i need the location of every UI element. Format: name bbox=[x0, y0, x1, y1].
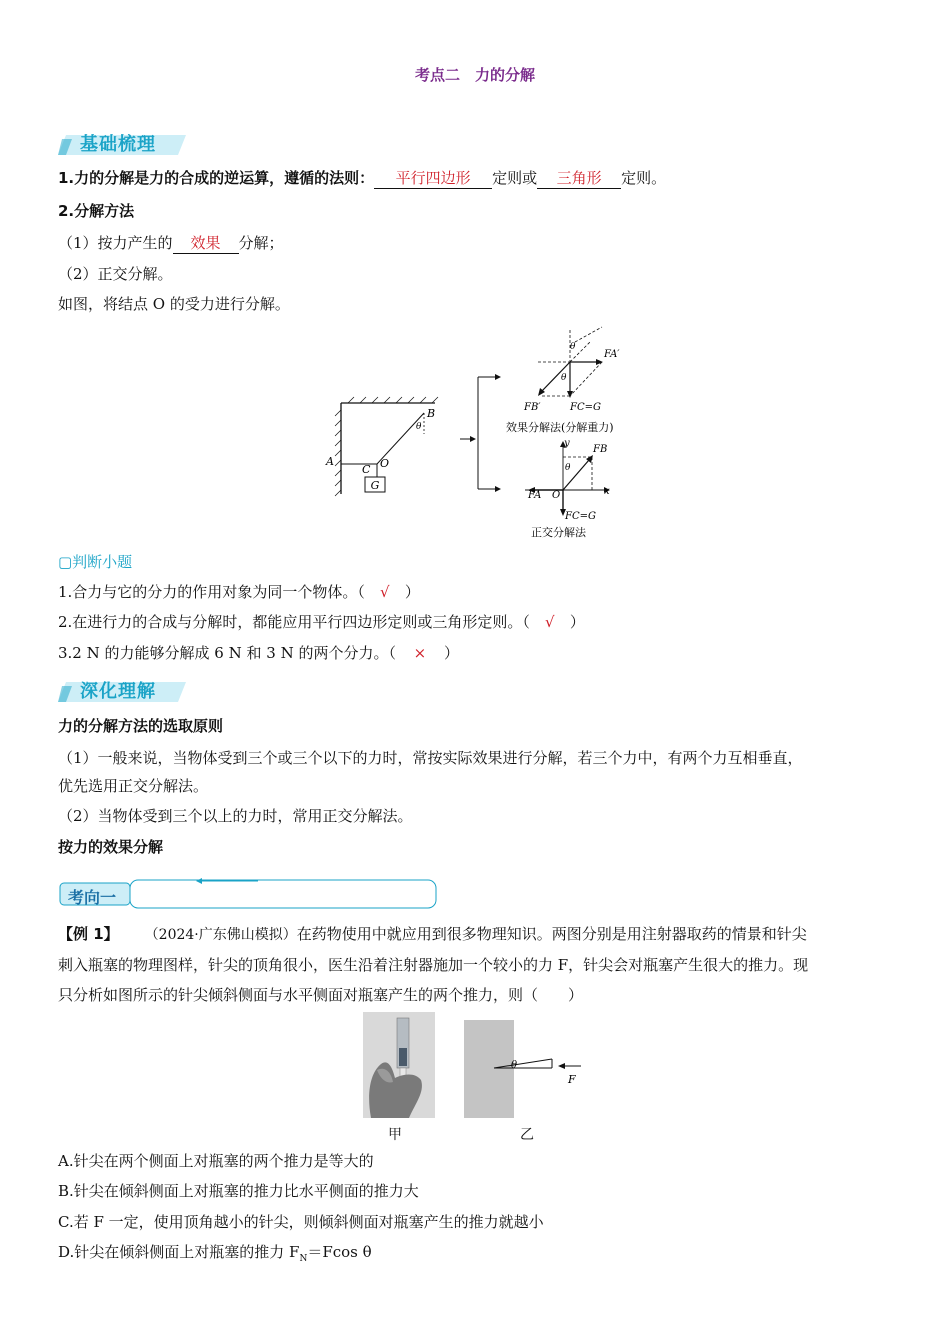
answer-blank-effect: 效果 bbox=[173, 233, 239, 254]
label-FB: FB bbox=[593, 444, 608, 455]
option-b[interactable]: B.针尖在倾斜侧面上对瓶塞的推力比水平侧面的推力大 bbox=[58, 1182, 419, 1200]
label-theta: θ bbox=[416, 422, 422, 432]
label-FA: FA bbox=[528, 490, 542, 501]
rule-line bbox=[58, 168, 666, 189]
label-O-bottom: O bbox=[552, 490, 561, 501]
judge-heading: ▢判断小题 bbox=[58, 553, 133, 571]
needle-F: F bbox=[568, 1073, 576, 1086]
judge-q3-text: 3.2 N 的力能够分解成 6 N 和 3 N 的两个分力。（ bbox=[58, 644, 396, 662]
tag-text: 考向一 bbox=[68, 888, 117, 907]
label-G: G bbox=[370, 479, 380, 492]
label-A: A bbox=[326, 455, 334, 468]
method-effect-suffix: 分解； bbox=[238, 234, 284, 252]
judge-q1 bbox=[58, 582, 420, 602]
caption-effect-method: 效果分解法(分解重力) bbox=[506, 421, 614, 434]
principle-p1-line2: 优先选用正交分解法。 bbox=[58, 777, 209, 795]
judge-q2-text: 2.在进行力的合成与分解时，都能应用平行四边形定则或三角形定则。（ bbox=[58, 613, 530, 631]
label-x: x bbox=[604, 486, 610, 497]
judge-q2 bbox=[58, 612, 585, 632]
option-d-prefix: D.针尖在倾斜侧面上对瓶塞的推力 F bbox=[58, 1243, 300, 1261]
judge-q1-mark: √ bbox=[380, 583, 390, 601]
judge-q2-close: ） bbox=[569, 613, 585, 631]
example-label: 【例 1】 bbox=[58, 925, 119, 943]
figure-caption-jia: 甲 bbox=[388, 1127, 402, 1143]
example-source: （2024·广东佛山模拟） bbox=[144, 927, 297, 943]
option-d-sub: N bbox=[299, 1254, 308, 1264]
judge-q3 bbox=[58, 643, 459, 663]
example-line1 bbox=[58, 924, 807, 945]
judge-q2-mark: √ bbox=[545, 613, 555, 631]
option-a[interactable]: A.针尖在两个侧面上对瓶塞的两个推力是等大的 bbox=[58, 1152, 374, 1170]
label-B: B bbox=[427, 407, 436, 420]
judge-q3-close: ） bbox=[443, 644, 459, 662]
option-c[interactable]: C.若 F 一定，使用顶角越小的针尖，则倾斜侧面对瓶塞产生的推力就越小 bbox=[58, 1213, 544, 1231]
option-d[interactable] bbox=[58, 1242, 372, 1269]
rule-text: 1.力的分解是力的合成的逆运算，遵循的法则： bbox=[58, 169, 375, 187]
figure-caption-yi: 乙 bbox=[520, 1127, 534, 1143]
label-theta-bottom: θ bbox=[565, 463, 571, 473]
method-orthogonal: （2）正交分解。 bbox=[58, 265, 173, 283]
answer-blank-triangle: 三角形 bbox=[537, 168, 621, 189]
label-theta-top2: θ bbox=[561, 373, 567, 383]
label-FA-prime: FA′ bbox=[604, 349, 620, 360]
method-effect-prefix: （1）按力产生的 bbox=[58, 234, 173, 252]
rule-suffix: 定则。 bbox=[621, 169, 667, 187]
caption-orthogonal-method: 正交分解法 bbox=[531, 526, 586, 539]
banner-text: 基础梳理 bbox=[80, 134, 156, 155]
label-y: y bbox=[564, 438, 570, 449]
figure-intro: 如图，将结点 O 的受力进行分解。 bbox=[58, 295, 290, 313]
judge-q3-mark: × bbox=[413, 644, 427, 662]
needle-theta: θ bbox=[511, 1060, 518, 1071]
principle-heading: 力的分解方法的选取原则 bbox=[58, 717, 224, 735]
label-FC-bottom: FC=G bbox=[565, 511, 596, 522]
example-text-1: 在药物使用中就应用到很多物理知识。两图分别是用注射器取药的情景和针尖 bbox=[296, 925, 807, 943]
label-theta-top1: θ bbox=[570, 342, 576, 352]
option-d-suffix: ＝Fcos θ bbox=[307, 1243, 372, 1261]
method-heading: 2.分解方法 bbox=[58, 202, 135, 220]
example-line2: 刺入瓶塞的物理图样，针尖的顶角很小，医生沿着注射器施加一个较小的力 F，针尖会对瓶塞产生很大的推力。现 bbox=[58, 956, 809, 974]
method-effect bbox=[58, 233, 284, 254]
label-FC-top: FC=G bbox=[570, 402, 601, 413]
judge-q1-close: ） bbox=[404, 583, 420, 601]
judge-q1-text: 1.合力与它的分力的作用对象为同一个物体。（ bbox=[58, 583, 365, 601]
syringe-photo bbox=[363, 1012, 435, 1118]
needle-diagram bbox=[462, 1018, 586, 1118]
label-O: O bbox=[380, 457, 390, 470]
principle-p2: （2）当物体受到三个以上的力时，常用正交分解法。 bbox=[58, 807, 413, 825]
banner-text: 深化理解 bbox=[80, 681, 156, 702]
rule-mid: 定则或 bbox=[492, 169, 538, 187]
section-banner-basics bbox=[58, 133, 188, 157]
label-FB-prime: FB′ bbox=[524, 402, 541, 413]
label-C: C bbox=[362, 463, 371, 476]
example-line3: 只分析如图所示的针尖倾斜侧面与水平侧面对瓶塞产生的两个推力，则（ ） bbox=[58, 986, 584, 1004]
force-decomposition-figure bbox=[320, 322, 640, 544]
section-banner-deepen bbox=[58, 680, 188, 704]
principle-p1-line1: （1）一般来说，当物体受到三个或三个以下的力时，常按实际效果进行分解，若三个力中，有两个力互相垂直， bbox=[58, 749, 803, 767]
effect-heading: 按力的效果分解 bbox=[58, 838, 164, 856]
example-tag bbox=[58, 877, 438, 909]
page-title: 考点二 力的分解 bbox=[414, 66, 535, 84]
answer-blank-parallelogram: 平行四边形 bbox=[374, 168, 492, 189]
